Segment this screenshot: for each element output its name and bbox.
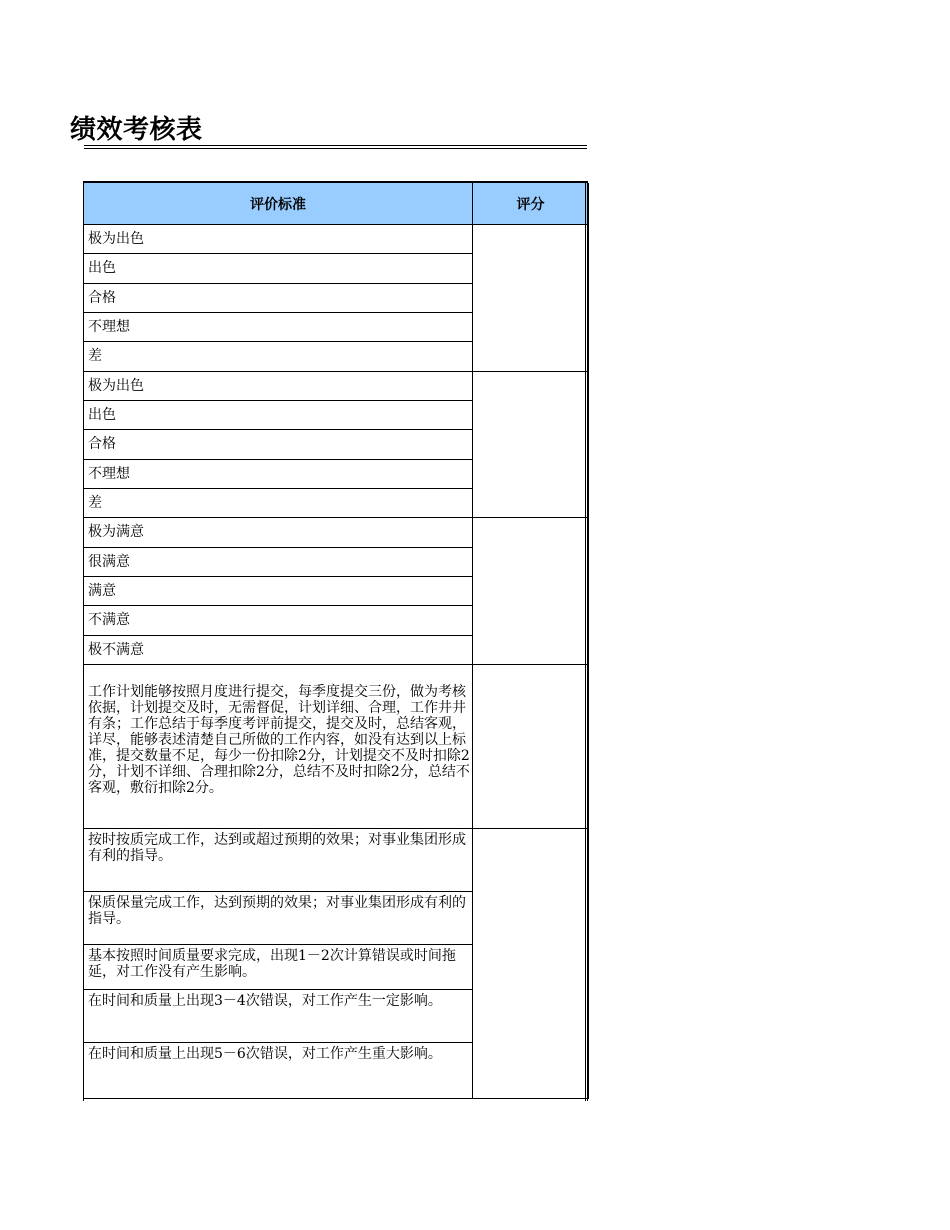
sheet-title	[70, 112, 554, 148]
criteria-cell[interactable]: 差	[84, 489, 473, 518]
score-cell[interactable]	[473, 665, 589, 829]
criteria-cell[interactable]: 不理想	[84, 460, 473, 489]
criteria-cell[interactable]: 保质保量完成工作，达到预期的效果；对事业集团形成有利的指导。	[84, 892, 473, 945]
criteria-cell[interactable]: 基本按照时间质量要求完成，出现1－2次计算错误或时间拖延，对工作没有产生影响。	[84, 945, 473, 990]
criteria-cell[interactable]: 按时按质完成工作，达到或超过预期的效果；对事业集团形成有利的指导。	[84, 829, 473, 892]
criteria-cell[interactable]: 极为出色	[84, 225, 473, 254]
criteria-cell[interactable]: 不理想	[84, 313, 473, 342]
header-criteria[interactable]: 评价标准	[84, 183, 473, 225]
criteria-cell[interactable]: 出色	[84, 401, 473, 430]
sheet-title-text: 绩效考核表	[70, 115, 203, 145]
criteria-cell[interactable]: 合格	[84, 284, 473, 313]
criteria-cell[interactable]: 很满意	[84, 548, 473, 577]
criteria-cell[interactable]: 极为满意	[84, 518, 473, 547]
criteria-cell[interactable]: 差	[84, 342, 473, 371]
score-cell[interactable]	[473, 518, 589, 665]
criteria-cell[interactable]: 合格	[84, 430, 473, 459]
criteria-cell[interactable]: 满意	[84, 577, 473, 606]
criteria-cell[interactable]: 出色	[84, 254, 473, 283]
title-underline-bottom	[84, 148, 587, 149]
header-score[interactable]: 评分	[473, 183, 589, 225]
criteria-cell[interactable]: 在时间和质量上出现3－4次错误，对工作产生一定影响。	[84, 990, 473, 1043]
criteria-cell[interactable]: 工作计划能够按照月度进行提交，每季度提交三份，做为考核依据，计划提交及时，无需督促，计划详细、合理，工作井井有条；工作总结于每季度考评前提交，提交及时，总结客观，详尽，能够表述清楚自己所做的工作内容，如没有达到以上标准，提交数量不足，每少一份扣除2分，计划提交不及时扣除2分，计划不详细、合理扣除2分，总结不及时扣除2分，总结不客观，敷衍扣除2分。	[84, 665, 473, 829]
evaluation-table	[83, 181, 588, 1101]
criteria-cell[interactable]: 不满意	[84, 606, 473, 635]
evaluation-grid	[83, 181, 588, 1101]
criteria-cell[interactable]: 极不满意	[84, 636, 473, 665]
score-cell[interactable]	[473, 372, 589, 519]
score-cell[interactable]	[473, 829, 589, 1099]
score-cell[interactable]	[473, 225, 589, 372]
criteria-cell[interactable]: 在时间和质量上出现5－6次错误，对工作产生重大影响。	[84, 1043, 473, 1099]
table-right-double-border	[585, 181, 588, 1101]
title-underline-top	[84, 145, 587, 146]
criteria-cell[interactable]: 极为出色	[84, 372, 473, 401]
